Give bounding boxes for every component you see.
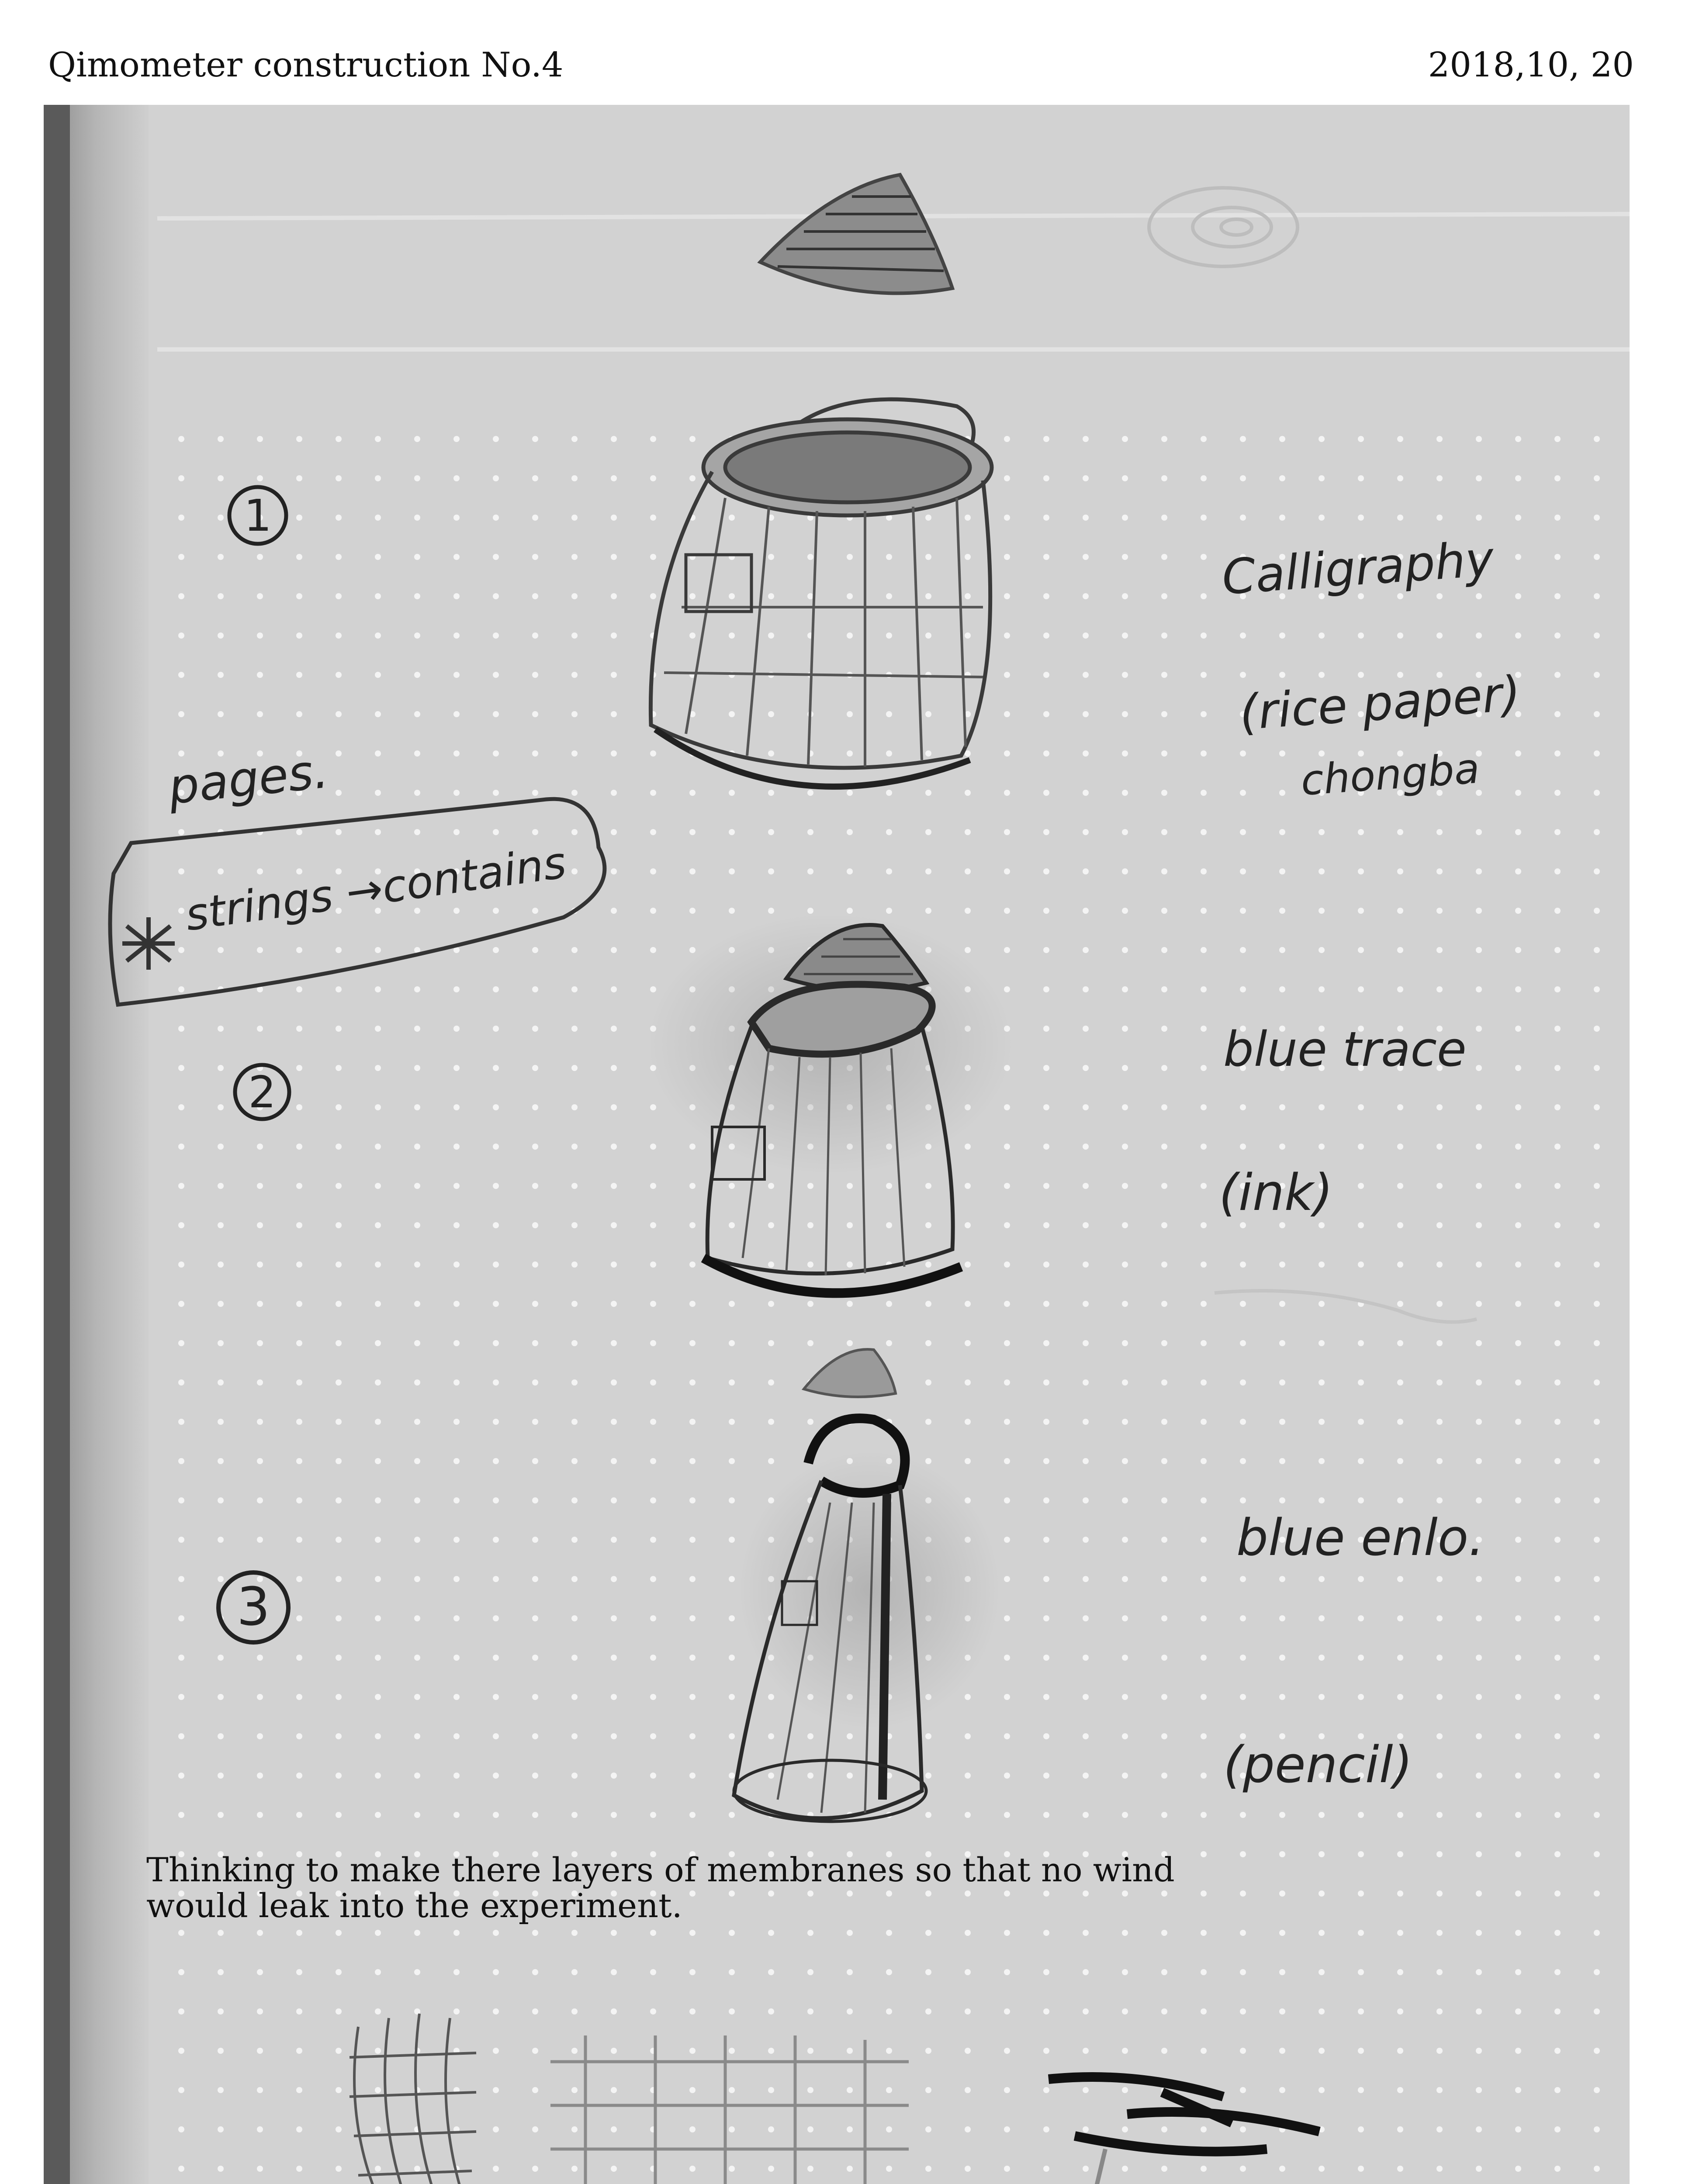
sketch-caption: Thinking to make there layers of membranes so that no wind would leak into the experiment. xyxy=(146,1850,1175,1925)
step-two-number: 2 xyxy=(248,1067,276,1118)
step-three-number: 3 xyxy=(236,1577,270,1638)
note-rice-paper: (rice paper) xyxy=(1237,665,1523,741)
step-one-number: 1 xyxy=(244,490,272,541)
note-pages: pages. xyxy=(166,743,331,815)
note-pencil: (pencil) xyxy=(1223,1736,1413,1794)
note-blue-trace: blue trace xyxy=(1223,1021,1467,1077)
note-blue-enlo: blue enlo. xyxy=(1236,1509,1485,1567)
note-ink: (ink) xyxy=(1219,1164,1333,1222)
note-calligraphy: Calligraphy xyxy=(1220,530,1496,605)
note-chongba: chongba xyxy=(1299,744,1481,805)
note-strings: strings →contains xyxy=(182,836,569,941)
page-date: 2018,10, 20 xyxy=(1428,45,1634,85)
page-title: Qimometer construction No.4 xyxy=(48,45,564,85)
notebook-edge xyxy=(44,105,70,2184)
